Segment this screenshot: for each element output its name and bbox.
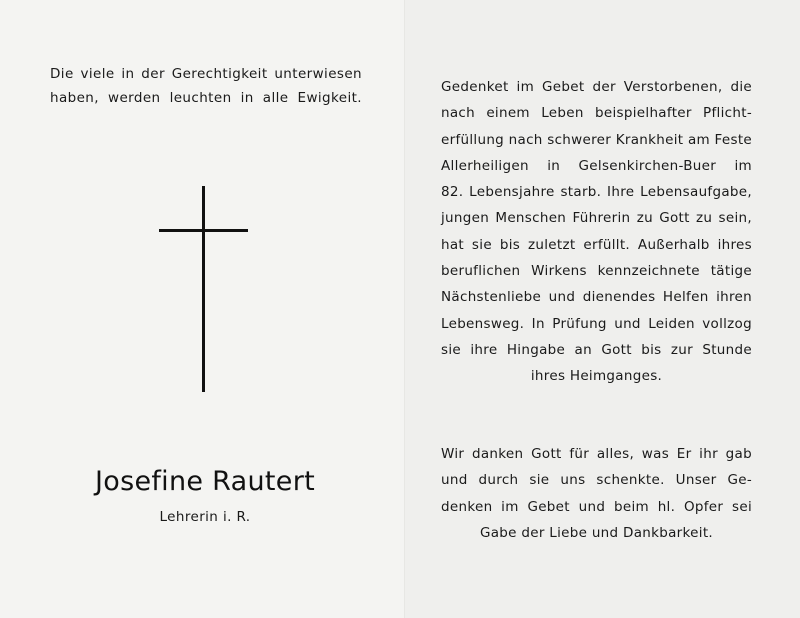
- text-line: Gabe der Liebe und Dankbarkeit.: [479, 524, 714, 541]
- text-line: beruflichen Wirkens kennzeichnete tätige: [441, 263, 752, 280]
- text-line: jungen Menschen Führerin zu Gott zu sein,: [441, 210, 752, 227]
- thanks-paragraph: [441, 441, 752, 546]
- deceased-name: Josefine Rautert: [95, 466, 315, 497]
- bible-verse: [50, 62, 362, 110]
- cross-vertical-bar: [202, 186, 205, 392]
- text-line: nach einem Leben beispielhafter Pflicht-: [441, 105, 752, 122]
- verse-line: Die viele in der Gerechtigkeit unterwiesen: [50, 66, 362, 82]
- text-line: ihres Heimganges.: [530, 368, 663, 385]
- text-line: Nächstenliebe und dienendes Helfen ihren: [441, 289, 752, 306]
- text-line: Wir danken Gott für alles, was Er ihr gab: [441, 446, 752, 462]
- text-line: Gedenket im Gebet der Verstorbenen, die: [441, 79, 752, 95]
- text-line: Allerheiligen in Gelsenkirchen-Buer im: [441, 157, 752, 174]
- text-line: und durch sie uns schenkte. Unser Ge-: [441, 472, 752, 489]
- text-line: erfüllung nach schwerer Krankheit am Feste: [441, 131, 753, 148]
- text-line: sie ihre Hingabe an Gott bis zur Stunde: [441, 341, 752, 358]
- remembrance-paragraph: [441, 74, 752, 390]
- verse-line: haben, werden leuchten in alle Ewigkeit.: [50, 90, 362, 106]
- text-line: hat sie bis zuletzt erfüllt. Außerhalb ihres: [441, 236, 752, 253]
- cross-horizontal-bar: [159, 229, 248, 232]
- deceased-role: Lehrerin i. R.: [159, 509, 251, 525]
- text-line: denken im Gebet und beim hl. Opfer sei: [441, 498, 752, 515]
- text-line: Lebensweg. In Prüfung und Leiden vollzog: [441, 315, 752, 332]
- text-line: 82. Lebensjahre starb. Ihre Lebensaufgabe,: [441, 184, 752, 201]
